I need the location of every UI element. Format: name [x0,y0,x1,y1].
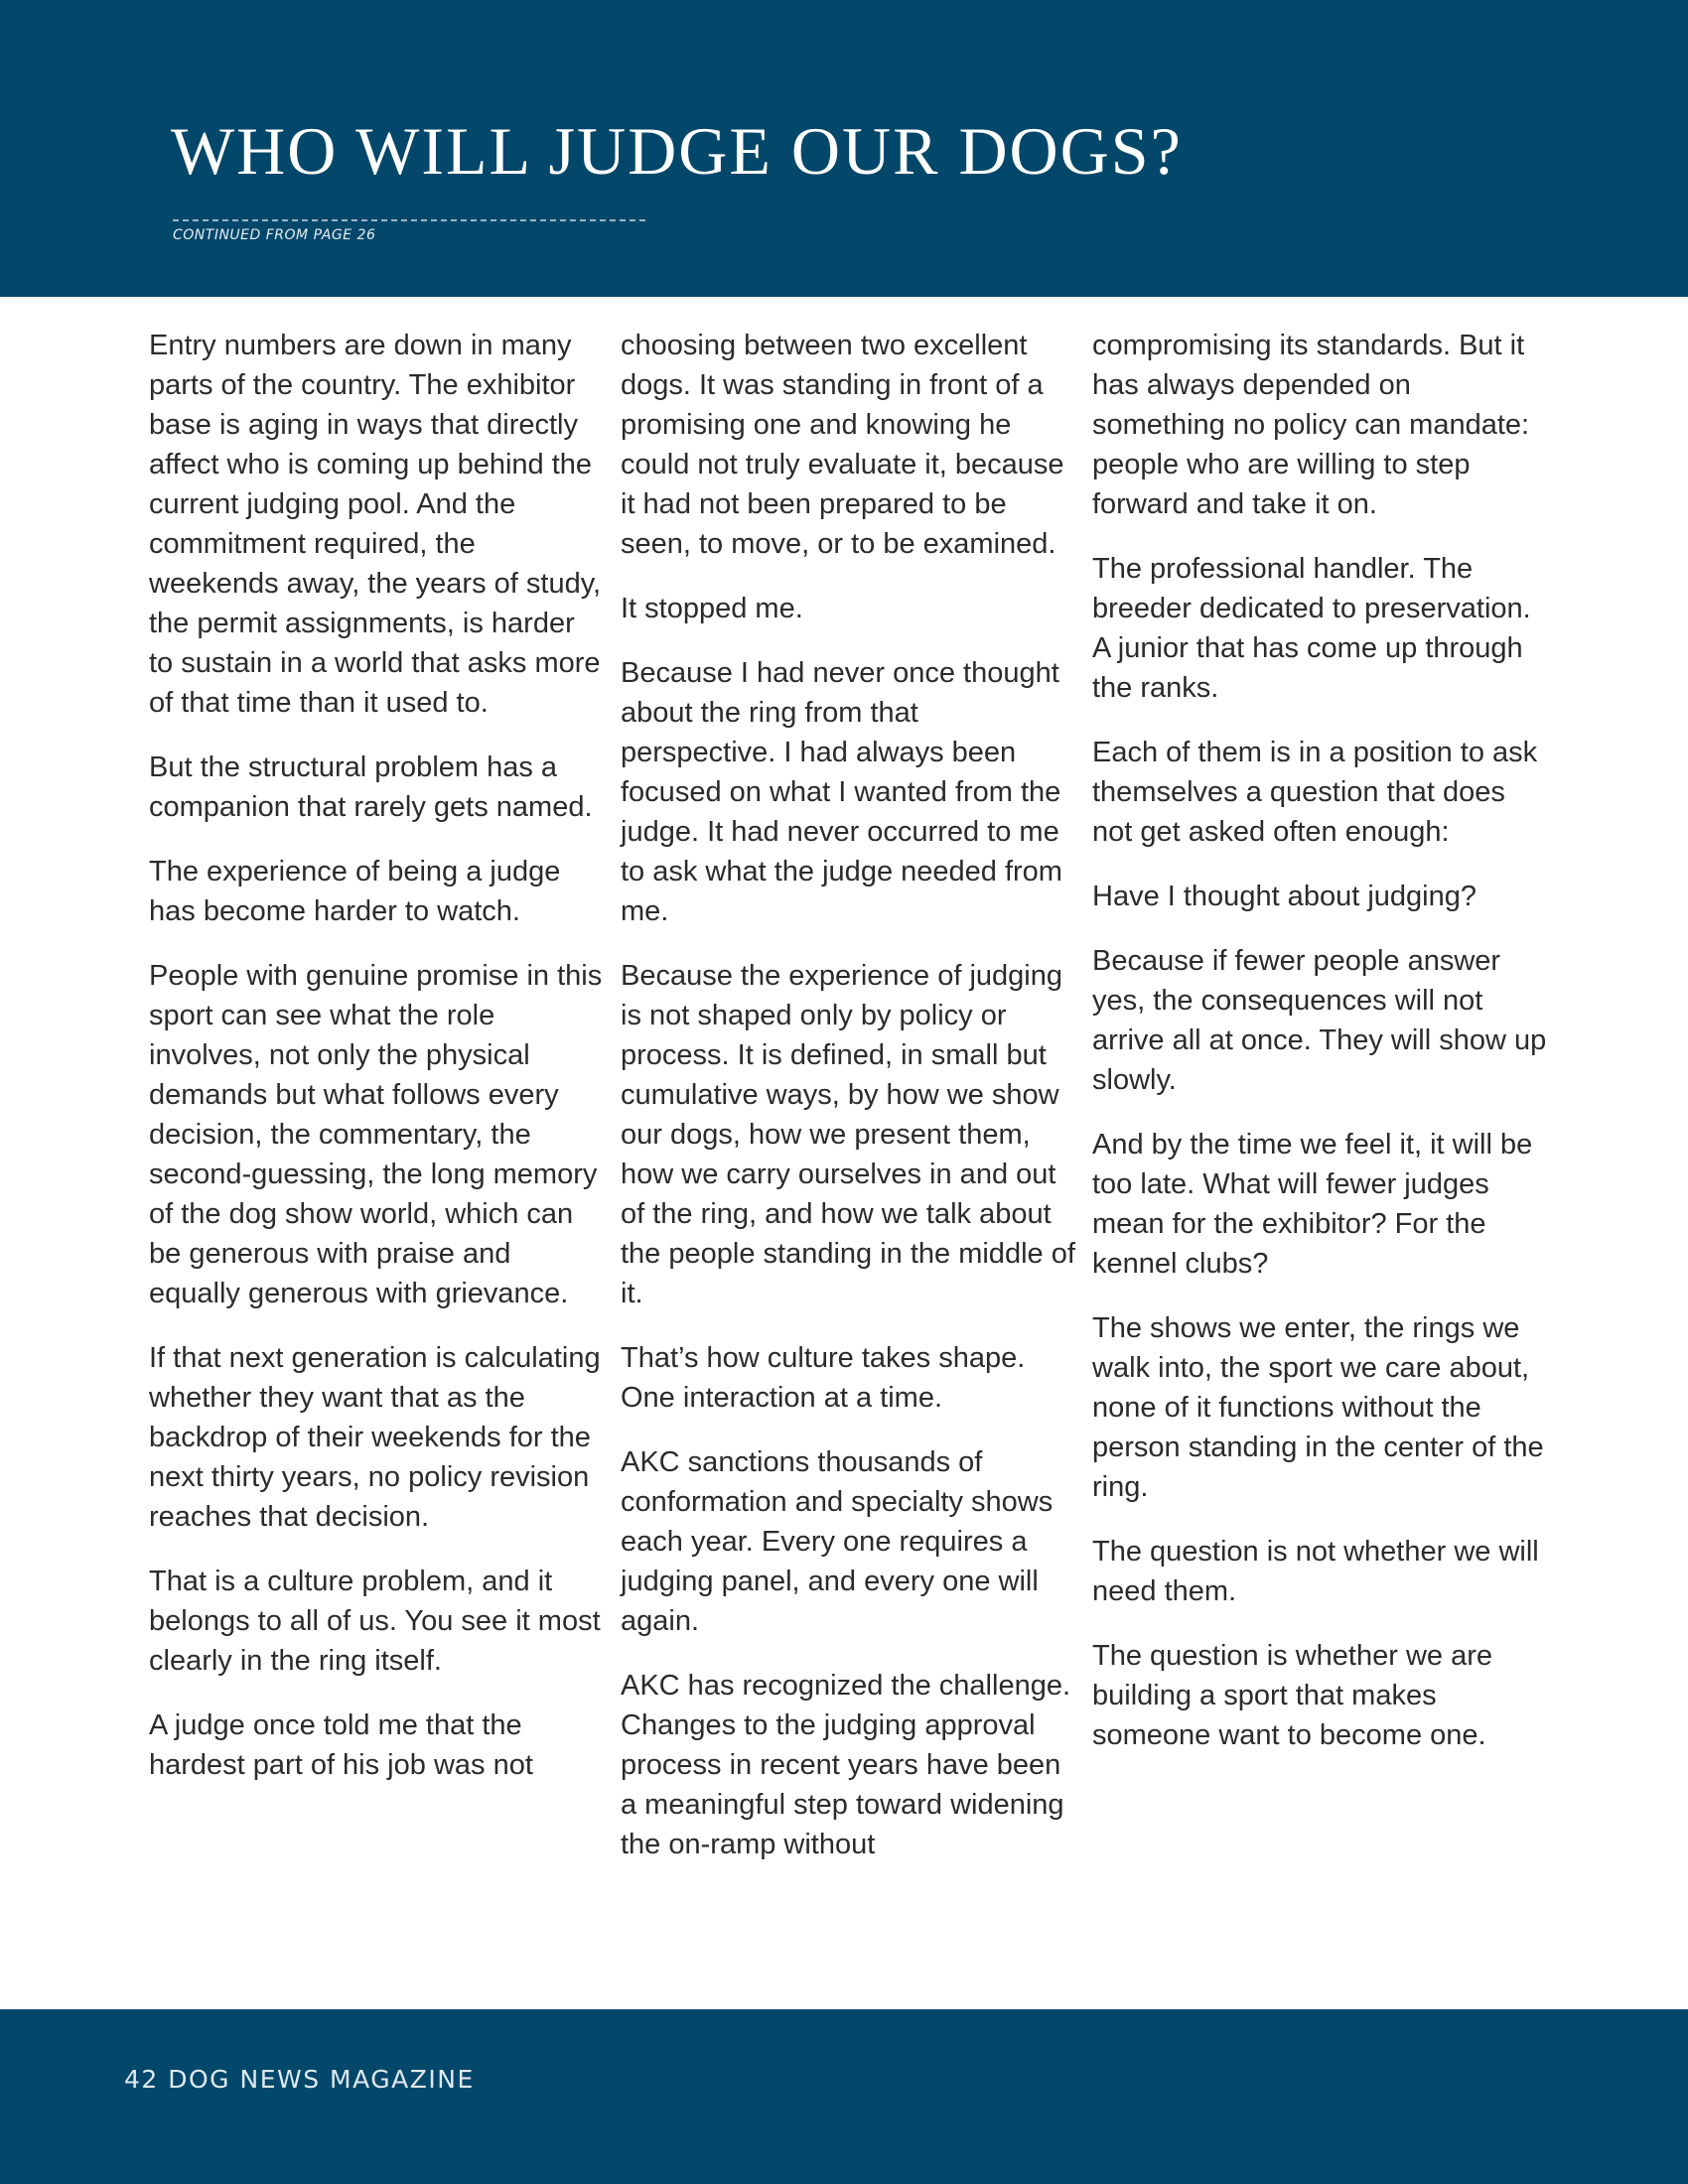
page-folio: 42 DOG NEWS MAGAZINE [124,2065,475,2094]
continued-from-note: CONTINUED FROM PAGE 26 [173,227,376,243]
paragraph: Have I thought about judging? [1092,881,1477,912]
paragraph: Entry numbers are down in many parts of the country. The exhibitor base is aging in ways that directly affect who is coming up behind the current judging pool. And the commitment required, the weekends away, the years of study, the permit assignments, is harder to sustain in a world that asks more of that time than it used to. [149,330,602,719]
paragraph: If that next generation is calculating whether they want that as the backdrop of their weekends for the next thirty years, no policy revision reaches that decision. [149,1342,601,1533]
article-column-1 [149,326,606,1810]
paragraph: A judge once told me that the hardest part of his job was not [149,1709,533,1781]
paragraph: AKC sanctions thousands of conformation and specialty shows each year. Every one requires a judging panel, and every one will again. [621,1446,1054,1637]
paragraph: The experience of being a judge has become harder to watch. [149,856,561,927]
paragraph: But the structural problem has a companion that rarely gets named. [149,751,593,823]
paragraph: The professional handler. The breeder dedicated to preservation. A junior that has come up through the ranks. [1092,553,1531,704]
header-banner [0,0,1688,297]
paragraph: And by the time we feel it, it will be too late. What will fewer judges mean for the exhibitor? For the kennel clubs? [1092,1129,1533,1280]
article-column-2 [621,326,1077,1889]
paragraph: That’s how culture takes shape. One interaction at a time. [621,1342,1026,1414]
paragraph: Each of them is in a position to ask themselves a question that does not get asked often enough: [1092,737,1538,848]
paragraph: choosing between two excellent dogs. It was standing in front of a promising one and knowing he could not truly evaluate it, because it had not been prepared to be seen, to move, or to be examined. [621,330,1064,560]
dashed-divider [173,219,645,221]
article-title: WHO WILL JUDGE OUR DOGS? [171,113,1183,189]
paragraph: That is a culture problem, and it belongs to all of us. You see it most clearly in the ring itself. [149,1566,601,1677]
paragraph: The shows we enter, the rings we walk into, the sport we care about, none of it functions without the person standing in the center of the ring. [1092,1312,1544,1503]
paragraph: Because I had never once thought about the ring from that perspective. I had always been focused on what I wanted from the judge. It had never occurred to me to ask what the judge needed from me. [621,657,1062,927]
paragraph: Because if fewer people answer yes, the consequences will not arrive all at once. They will show up slowly. [1092,945,1547,1096]
paragraph: The question is not whether we will need them. [1092,1536,1539,1607]
paragraph: The question is whether we are building a sport that makes someone want to become one. [1092,1640,1492,1751]
paragraph: AKC has recognized the challenge. Changes to the judging approval process in recent years have been a meaningful step toward widening the on-ramp without [621,1670,1071,1860]
paragraph: It stopped me. [621,593,803,624]
paragraph: Because the experience of judging is not shaped only by policy or process. It is defined, in small but cumulative ways, by how we show our dogs, how we present them, how we carry ourselves in and out of the ring, and how we talk about the people standing in the middle of it. [621,960,1075,1309]
article-column-3 [1092,326,1549,1780]
paragraph: compromising its standards. But it has always depended on something no policy can mandate: people who are willing to step forward and take it on. [1092,330,1530,520]
footer-banner [0,2009,1688,2184]
paragraph: People with genuine promise in this sport can see what the role involves, not only the physical demands but what follows every decision, the commentary, the second-guessing, the long memory of the dog show world, which can be generous with praise and equally generous with grievance. [149,960,603,1309]
